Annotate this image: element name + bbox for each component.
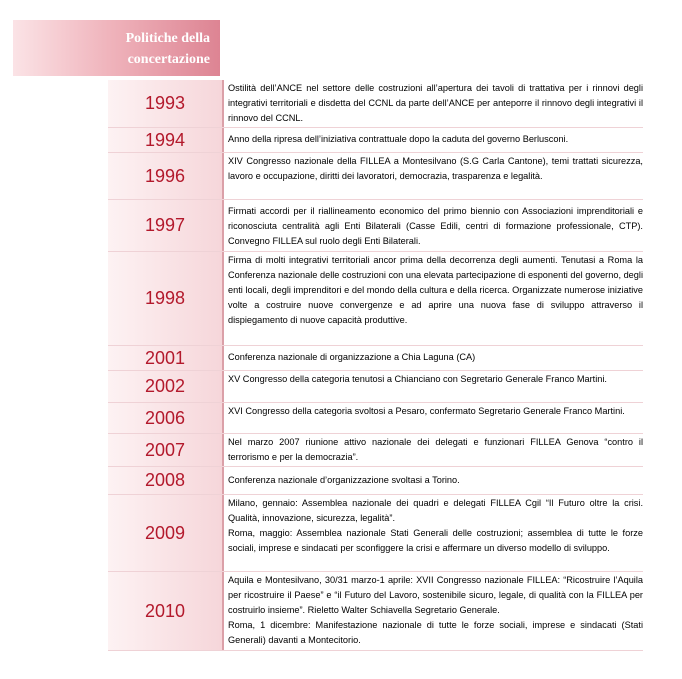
year-label: 2010	[108, 572, 224, 650]
timeline-row	[108, 572, 643, 651]
event-description	[224, 200, 643, 251]
event-description	[224, 153, 643, 199]
timeline-table	[108, 80, 643, 651]
year-label: 1994	[108, 128, 224, 152]
event-description	[224, 495, 643, 571]
event-text: Milano, gennaio: Assemblea nazionale dei quadri e delegati FILLEA Cgil “Il Futuro oltre la crisi. Qualità, innovazione, sicurezza, legalità”.	[228, 498, 643, 523]
timeline-row	[108, 403, 643, 434]
timeline-row	[108, 200, 643, 252]
event-text: Conferenza nazionale di organizzazione a Chia Laguna (CA)	[228, 352, 476, 362]
timeline-row	[108, 153, 643, 200]
timeline-row	[108, 434, 643, 467]
event-text: Firmati accordi per il riallineamento economico del primo biennio con Associazioni imprenditoriali e riconosciuta centralità agli Enti Bilaterali (Casse Edili, centri di formazione professionale, CTP). Convegno FILLEA sul ruolo degli Enti Bilaterali.	[228, 206, 643, 246]
event-text: Roma, 1 dicembre: Manifestazione nazionale di tutte le forze sociali, imprese e sindacati (Stati Generali) davanti a Montecitorio.	[228, 620, 643, 645]
event-text: Firma di molti integrativi territoriali ancor prima della decorrenza degli aumenti. Tenutasi a Roma la Conferenza nazionale delle costruzioni con una elevata partecipazione di esponenti del governo, degli enti locali, degli imprenditori e del mondo della cultura e della ricerca. Organizzate numerose iniziative volte a costruire nuove convergenze e ad aprire una nuova fase di sviluppo attraverso il dispiegamento di nuove capacità produttive.	[228, 255, 643, 325]
event-text: XIV Congresso nazionale della FILLEA a Montesilvano (S.G Carla Cantone), temi trattati sicurezza, lavoro e occupazione, diritti dei lavoratori, democrazia, trasparenza e legalità.	[228, 156, 643, 181]
section-title-line2: concertazione	[127, 52, 210, 67]
year-label: 1993	[108, 80, 224, 127]
timeline-row	[108, 495, 643, 572]
event-description	[224, 346, 643, 370]
event-description	[224, 467, 643, 494]
event-description	[224, 252, 643, 345]
event-description	[224, 403, 643, 433]
section-title	[13, 20, 220, 76]
year-label: 2006	[108, 403, 224, 433]
event-text: XV Congresso della categoria tenutosi a Chianciano con Segretario Generale Franco Martini.	[228, 374, 607, 384]
year-label: 2002	[108, 371, 224, 402]
year-label: 2008	[108, 467, 224, 494]
year-label: 1997	[108, 200, 224, 251]
year-label: 1996	[108, 153, 224, 199]
event-text: Aquila e Montesilvano, 30/31 marzo-1 aprile: XVII Congresso nazionale FILLEA: “Ricostruire l’Aquila per ricostruire il Paese” e “il Futuro del Lavoro, sostenibile sicuro, legale, di qualità con la FILLEA per costruirlo insieme”. Rieletto Walter Schiavella Segretario Generale.	[228, 575, 643, 615]
timeline-row	[108, 80, 643, 128]
event-description	[224, 572, 643, 650]
timeline-row	[108, 346, 643, 371]
event-description	[224, 371, 643, 402]
year-label: 2009	[108, 495, 224, 571]
event-text: XVI Congresso della categoria svoltosi a Pesaro, confermato Segretario Generale Franco Martini.	[228, 406, 625, 416]
timeline-row	[108, 371, 643, 403]
event-description	[224, 80, 643, 127]
year-label: 2007	[108, 434, 224, 466]
timeline-row	[108, 467, 643, 495]
year-label: 2001	[108, 346, 224, 370]
section-title-line1: Politiche della	[125, 31, 210, 46]
timeline-row	[108, 252, 643, 346]
year-label: 1998	[108, 252, 224, 345]
event-description	[224, 434, 643, 466]
event-text: Anno della ripresa dell’iniziativa contrattuale dopo la caduta del governo Berlusconi.	[228, 134, 569, 144]
event-text: Ostilità dell’ANCE nel settore delle costruzioni all’apertura dei tavoli di trattativa per i rinnovi degli integrativi territoriali e disdetta del CCNL da parte dell’ANCE per anteporre il rinnovo degli integrativi il rinnovo del CCNL.	[228, 83, 643, 123]
event-text: Nel marzo 2007 riunione attivo nazionale dei delegati e funzionari FILLEA Genova “contro il terrorismo e per la democrazia”.	[228, 437, 643, 462]
event-text: Roma, maggio: Assemblea nazionale Stati Generali delle costruzioni; assemblea di tutte le forze sociali, imprese e sindacati per sconfiggere la crisi e affermare un diverso modello di sviluppo.	[228, 528, 643, 553]
event-description	[224, 128, 643, 152]
event-text: Conferenza nazionale d’organizzazione svoltasi a Torino.	[228, 475, 460, 485]
timeline-row	[108, 128, 643, 153]
